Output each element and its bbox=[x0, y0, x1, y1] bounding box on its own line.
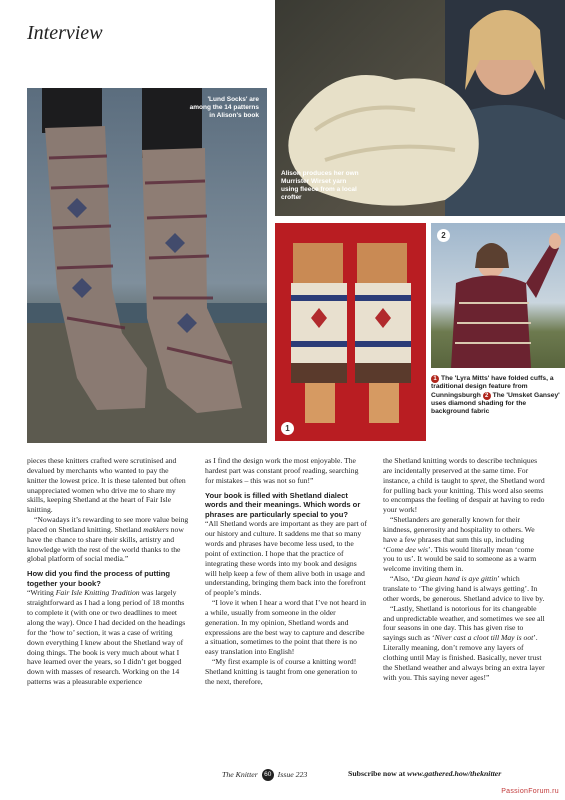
paragraph: “Shetlanders are generally known for their kindness, generosity and hospitality to others. We have a few phrases that sum this up, including ‘Come dee wis’. This would literally mean ‘come you to us’. It would be said to someone as a warm welcome inviting them in. bbox=[383, 515, 537, 574]
column-1 bbox=[27, 456, 190, 687]
photo-caption-side bbox=[431, 375, 561, 416]
paragraph: “My first example is of course a knitting word! Shetland knitting is taught from one generation to the next, therefore, bbox=[205, 657, 358, 686]
mitts-photo bbox=[275, 223, 426, 441]
socks-caption: 'Lund Socks' are among the 14 patterns in Alison's book bbox=[189, 96, 259, 119]
badge-2: 2 bbox=[437, 229, 450, 242]
paragraph: pieces these knitters crafted were scrutinised and devalued by merchants who wanted to pay the knitter the lowest price. It is these talented but often unappreciated women who drive me to share my skills, keeping Shetland at the heart of Fair Isle knitting. bbox=[27, 456, 186, 515]
yarn-caption: Alison produces her own Murrister Wirset yarn using fleece from a local crofter bbox=[281, 170, 359, 201]
caption-text-1: The 'Lyra Mitts' have folded cuffs, a traditional design feature from Cunningsburgh bbox=[431, 375, 554, 399]
paragraph: as I find the design work the most enjoyable. The hardest part was constant proof reading, searching for mistakes – this was not so fun!” bbox=[205, 456, 359, 485]
watermark: PassionForum.ru bbox=[501, 788, 559, 795]
paragraph: “Also, ‘Da giean hand is aye gittin’ which translate to ‘The giving hand is always getting’. In other words, be generous. Shetland advice to live by. bbox=[383, 574, 545, 603]
caption-number-2: 2 bbox=[483, 392, 491, 400]
yarn-photo bbox=[275, 0, 565, 216]
question-heading: How did you find the process of putting together your book? bbox=[27, 569, 171, 588]
section-title: Interview bbox=[27, 22, 103, 44]
footer-issue: The Knitter 60 Issue 223 bbox=[222, 769, 307, 781]
mitts-illustration bbox=[275, 223, 426, 441]
paragraph: “Lastly, Shetland is notorious for its changeable and unpredictable weather, and sometimes we see all four seasons in one day. This has given rise to sayings such as ‘Niver cast a cloot till May is oot’. Literally meaning, don’t remove any layers of clothing until May is finished. Basically, never trust the Shetland weather and always bring an extra layer with you. This saying never ages!” bbox=[383, 603, 545, 682]
gansey-photo bbox=[431, 223, 565, 368]
paragraph: “I love it when I hear a word that I’ve not heard in a while, usually from someone in the older generation. In my opinion, Shetland words and expressions are the best way to capture and describe a situation, sometimes to the point that there is no easy translation into English! bbox=[205, 598, 367, 657]
gansey-illustration bbox=[431, 223, 565, 368]
subscribe-link[interactable]: www.gathered.how/theknitter bbox=[407, 769, 502, 778]
paragraph: “All Shetland words are important as they are part of our history and culture. It saddens me that so many words and phrases have become less used, to the point of extinction. I hope that the practice of integrating these words into my book and designs will help keep a few of them alive both in usage and understanding, bringing them back into the forefront of people’s minds. bbox=[205, 519, 367, 598]
paragraph: “Nowadays it’s rewarding to see more value being placed on Shetland knitting. Shetland makkers now have the chance to share their skills, artistry and knowledge with the rest of the world thanks to the global platform of social media.” bbox=[27, 515, 189, 564]
column-2 bbox=[205, 456, 368, 687]
paragraph: the Shetland knitting words to describe techniques are incidentally preserved at the same time. For instance, a child is taught to spret, the Shetland word for pulling back your knitting. This word also seems to encompass the feeling of despair at having to redo your work! bbox=[383, 456, 545, 515]
page-number: 60 bbox=[262, 769, 274, 781]
socks-photo bbox=[27, 88, 267, 443]
socks-illustration bbox=[27, 88, 267, 443]
question-heading: Your book is filled with Shetland dialect words and their meanings. Which words or phrases are particularly special to you? bbox=[205, 490, 361, 519]
paragraph: “Writing Fair Isle Knitting Tradition was largely straightforward as I had a long period of 18 months to complete it (with one or two deadlines to meet along the way). Once I had decided on the headings for the ‘how to’ section, it was a case of writing down everything I knew about the Shetland way of doing things. The book is very much about what I have learned over the years, so I didn’t get bogged down with masses of research. Working on the 14 patterns was a pleasurable experience bbox=[27, 588, 186, 687]
badge-1: 1 bbox=[281, 422, 294, 435]
footer-subscribe: Subscribe now at www.gathered.how/theknitter bbox=[348, 769, 502, 778]
caption-text-2: The 'Umsket Gansey' uses diamond shading for the background fabric bbox=[431, 391, 560, 416]
article-body bbox=[27, 456, 547, 687]
column-3 bbox=[383, 456, 546, 687]
caption-number-1: 1 bbox=[431, 375, 439, 383]
